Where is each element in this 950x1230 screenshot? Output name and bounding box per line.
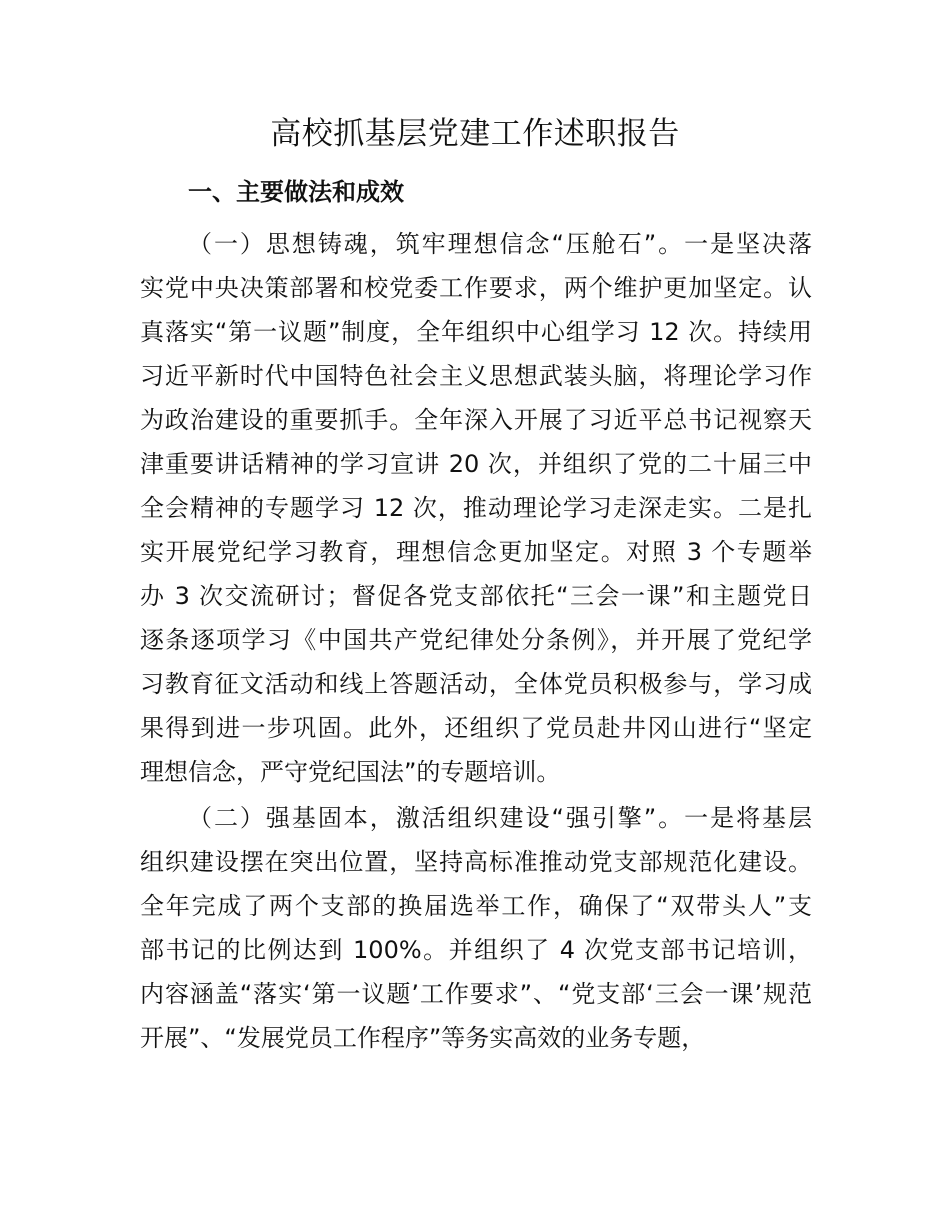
section-heading: 一、主要做法和成效 xyxy=(188,178,404,206)
paragraph-line: 办 3 次交流研讨；督促各党支部依托“三会一课”和主题党日 xyxy=(140,582,812,610)
paragraph-line: 部书记的比例达到 100%。并组织了 4 次党支部书记培训， xyxy=(140,936,812,964)
paragraph-line: 理想信念，严守党纪国法”的专题培训。 xyxy=(140,758,561,786)
document-title: 高校抓基层党建工作述职报告 xyxy=(270,116,680,152)
paragraph-line: 习近平新时代中国特色社会主义思想武装头脑，将理论学习作 xyxy=(140,362,812,390)
paragraph-line: 全年完成了两个支部的换届选举工作，确保了“双带头人”支 xyxy=(140,892,812,920)
paragraph-line: 习教育征文活动和线上答题活动，全体党员积极参与，学习成 xyxy=(140,670,812,698)
paragraph-organization xyxy=(140,796,812,1060)
paragraph-line: 全会精神的专题学习 12 次，推动理论学习走深走实。二是扎 xyxy=(140,494,812,522)
paragraph-line: 实开展党纪学习教育，理想信念更加坚定。对照 3 个专题举 xyxy=(140,538,812,566)
paragraph-line: 开展”、“发展党员工作程序”等务实高效的业务专题， xyxy=(140,1024,706,1052)
paragraph-line: （二）强基固本，激活组织建设“强引擎”。一是将基层 xyxy=(188,804,812,832)
paragraph-line: 为政治建设的重要抓手。全年深入开展了习近平总书记视察天 xyxy=(140,406,812,434)
paragraph-line: 逐条逐项学习《中国共产党纪律处分条例》，并开展了党纪学 xyxy=(140,626,812,654)
paragraph-line: 津重要讲话精神的学习宣讲 20 次，并组织了党的二十届三中 xyxy=(140,450,812,478)
paragraph-line: 实党中央决策部署和校党委工作要求，两个维护更加坚定。认 xyxy=(140,274,812,302)
paragraph-line: 果得到进一步巩固。此外，还组织了党员赴井冈山进行“坚定 xyxy=(140,714,812,742)
paragraph-line: 内容涵盖“落实‘第一议题’工作要求”、“党支部‘三会一课’规范 xyxy=(140,980,812,1008)
paragraph-line: （一）思想铸魂，筑牢理想信念“压舱石”。一是坚决落 xyxy=(188,230,812,258)
paragraph-line: 真落实“第一议题”制度，全年组织中心组学习 12 次。持续用 xyxy=(140,318,812,346)
paragraph-ideology xyxy=(140,222,812,794)
paragraph-line: 组织建设摆在突出位置，坚持高标准推动党支部规范化建设。 xyxy=(140,848,812,876)
